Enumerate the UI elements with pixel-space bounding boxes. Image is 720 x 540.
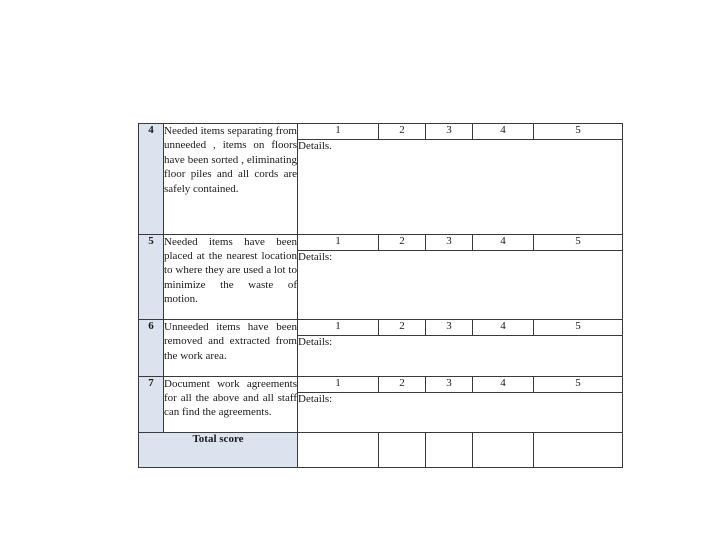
score-option-3[interactable]: 3 (426, 124, 473, 140)
score-option-1[interactable]: 1 (298, 376, 379, 392)
total-score-row (139, 433, 623, 468)
score-option-2[interactable]: 2 (379, 234, 426, 250)
score-option-3[interactable]: 3 (426, 376, 473, 392)
table-row (139, 376, 623, 392)
score-option-1[interactable]: 1 (298, 319, 379, 335)
item-number: 4 (139, 124, 164, 235)
score-option-5[interactable]: 5 (534, 319, 623, 335)
item-description: Unneeded items have been removed and extracted from the work area. (164, 319, 298, 376)
table-row (139, 319, 623, 335)
item-number: 5 (139, 234, 164, 319)
table-row (139, 234, 623, 250)
score-option-3[interactable]: 3 (426, 234, 473, 250)
score-option-4[interactable]: 4 (473, 319, 534, 335)
score-option-2[interactable]: 2 (379, 376, 426, 392)
total-score-cell-3[interactable] (426, 433, 473, 468)
score-option-4[interactable]: 4 (473, 376, 534, 392)
item-number: 7 (139, 376, 164, 433)
total-score-cell-4[interactable] (473, 433, 534, 468)
details-field[interactable]: Details: (298, 250, 623, 319)
details-field[interactable]: Details. (298, 140, 623, 234)
item-description: Needed items have been placed at the nearest location to where they are used a lot to minimize the waste of motion. (164, 234, 298, 319)
total-score-cell-2[interactable] (379, 433, 426, 468)
score-option-5[interactable]: 5 (534, 234, 623, 250)
score-option-5[interactable]: 5 (534, 124, 623, 140)
table-row (139, 124, 623, 140)
score-option-4[interactable]: 4 (473, 124, 534, 140)
score-option-2[interactable]: 2 (379, 124, 426, 140)
details-field[interactable]: Details: (298, 336, 623, 377)
item-description: Document work agreements for all the above and all staff can find the agreements. (164, 376, 298, 433)
score-option-1[interactable]: 1 (298, 234, 379, 250)
item-number: 6 (139, 319, 164, 376)
score-option-1[interactable]: 1 (298, 124, 379, 140)
item-description: Needed items separating from unneeded , items on floors have been sorted , eliminating floor piles and all cords are safely contained. (164, 124, 298, 235)
total-score-label: Total score (139, 433, 298, 468)
total-score-cell-5[interactable] (534, 433, 623, 468)
total-score-cell-1[interactable] (298, 433, 379, 468)
details-field[interactable]: Details: (298, 392, 623, 433)
score-option-2[interactable]: 2 (379, 319, 426, 335)
audit-checklist-table (138, 123, 623, 468)
score-option-4[interactable]: 4 (473, 234, 534, 250)
score-option-3[interactable]: 3 (426, 319, 473, 335)
score-option-5[interactable]: 5 (534, 376, 623, 392)
